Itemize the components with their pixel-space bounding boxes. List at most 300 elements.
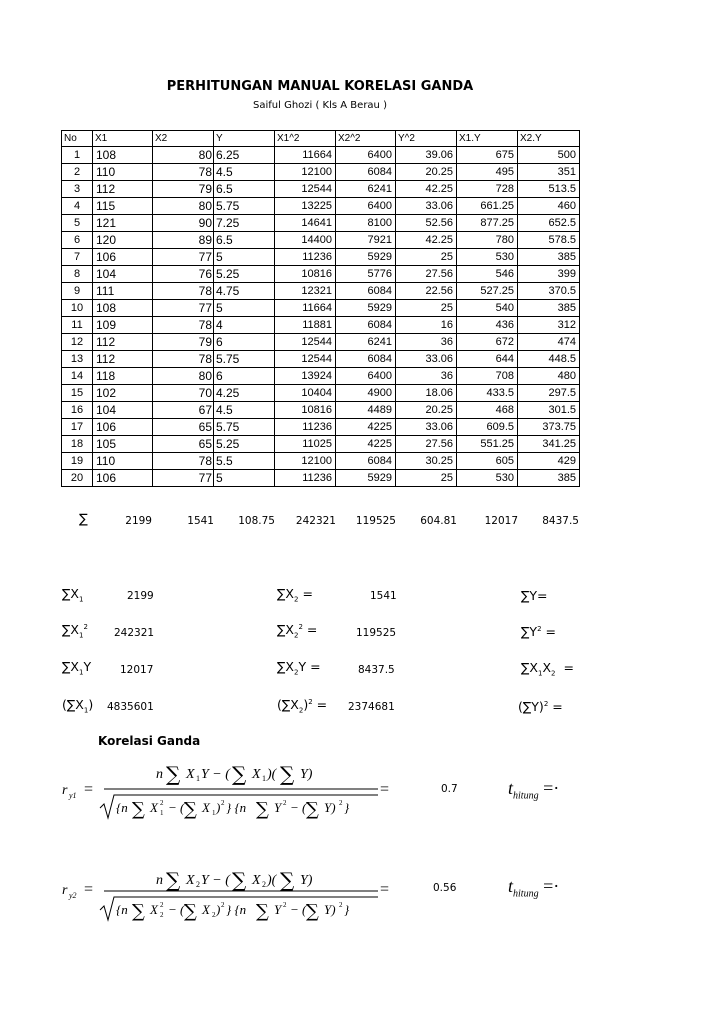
table-cell: 109 (93, 317, 153, 334)
table-cell: 78 (153, 351, 214, 368)
t-hitung-label-1: $t_{hitung}$ =· (508, 778, 560, 802)
table-cell: 468 (457, 402, 518, 419)
table-row (62, 334, 580, 351)
table-cell: 513.5 (518, 181, 580, 198)
table-cell: 18 (62, 436, 93, 453)
svg-text:2: 2 (262, 880, 266, 889)
table-cell: 4 (62, 198, 93, 215)
table-cell: 6.5 (214, 232, 275, 249)
svg-text:): ) (216, 800, 221, 815)
table-header-row (62, 131, 580, 147)
table-cell: 495 (457, 164, 518, 181)
table-cell: 14 (62, 368, 93, 385)
table-cell: 77 (153, 249, 214, 266)
column-header: X1.Y (457, 131, 518, 147)
table-cell: 77 (153, 470, 214, 487)
table-row (62, 164, 580, 181)
sum-x2-value: 1541 (370, 590, 397, 602)
table-cell: 4.75 (214, 283, 275, 300)
table-cell: 5.5 (214, 453, 275, 470)
table-cell: 6084 (336, 283, 396, 300)
table-cell: 14400 (275, 232, 336, 249)
table-cell: 33.06 (396, 351, 457, 368)
table-cell: 76 (153, 266, 214, 283)
table-row (62, 283, 580, 300)
table-cell: 500 (518, 147, 580, 164)
svg-text:Y): Y) (300, 873, 313, 888)
sum-x1-value: 2199 (127, 590, 154, 602)
table-cell: 11881 (275, 317, 336, 334)
sum-y-label: ∑Y= (521, 588, 548, 603)
sum-value: 242321 (295, 515, 336, 527)
sum-symbol: ∑ (79, 512, 88, 527)
page-title: PERHITUNGAN MANUAL KORELASI GANDA (166, 79, 474, 94)
table-row (62, 215, 580, 232)
table-row (62, 351, 580, 368)
table-cell: 6400 (336, 198, 396, 215)
table-cell: 70 (153, 385, 214, 402)
table-cell: 106 (93, 419, 153, 436)
column-header: Y (214, 131, 275, 147)
table-cell: 5 (62, 215, 93, 232)
svg-text:∑: ∑ (166, 868, 181, 892)
table-cell: 6400 (336, 147, 396, 164)
svg-text:− (: − ( (290, 902, 307, 917)
svg-text:X: X (202, 902, 210, 917)
table-cell: 312 (518, 317, 580, 334)
sum-x1-label: $\sum X_1$ (62, 586, 84, 604)
table-cell: 8 (62, 266, 93, 283)
table-cell: 436 (457, 317, 518, 334)
table-cell: 22.56 (396, 283, 457, 300)
table-row (62, 232, 580, 249)
table-cell: 373.75 (518, 419, 580, 436)
svg-text:2: 2 (221, 901, 225, 909)
table-cell: 527.25 (457, 283, 518, 300)
table-cell: 90 (153, 215, 214, 232)
table-cell: 78 (153, 317, 214, 334)
table-cell: 728 (457, 181, 518, 198)
table-cell: 42.25 (396, 181, 457, 198)
table-cell: 110 (93, 453, 153, 470)
sum-x1y-label: $\sum X_1Y$ (62, 659, 92, 677)
table-cell: 17 (62, 419, 93, 436)
svg-text:} {n: } {n (226, 800, 247, 815)
table-cell: 605 (457, 453, 518, 470)
svg-text:}: } (344, 800, 350, 815)
table-cell: 5 (214, 249, 275, 266)
svg-text:Y): Y) (300, 767, 313, 782)
ry1-result: 0.7 (441, 783, 458, 795)
svg-text:=: = (84, 781, 94, 798)
table-cell: 13924 (275, 368, 336, 385)
svg-text:y2: y2 (69, 891, 77, 900)
table-cell: 1 (62, 147, 93, 164)
svg-text:r: r (62, 783, 68, 798)
table-cell: 102 (93, 385, 153, 402)
table-cell: 4225 (336, 436, 396, 453)
table-cell: 11 (62, 317, 93, 334)
svg-text:X: X (186, 767, 195, 782)
sum-x2y-value: 8437.5 (358, 664, 395, 676)
table-cell: 27.56 (396, 266, 457, 283)
table-cell: 7921 (336, 232, 396, 249)
svg-text:): ) (216, 902, 221, 917)
svg-text:Y): Y) (324, 902, 336, 917)
table-row (62, 402, 580, 419)
table-cell: 14641 (275, 215, 336, 232)
t-hitung-label-2: $t_{hitung}$ =· (508, 876, 560, 900)
table-cell: 385 (518, 300, 580, 317)
table-cell: 9 (62, 283, 93, 300)
svg-text:∑: ∑ (280, 868, 295, 892)
table-cell: 877.25 (457, 215, 518, 232)
svg-text:2: 2 (339, 799, 343, 807)
table-cell: 675 (457, 147, 518, 164)
table-cell: 105 (93, 436, 153, 453)
svg-text:r: r (62, 883, 68, 898)
table-row (62, 470, 580, 487)
table-cell: 780 (457, 232, 518, 249)
svg-text:{n: {n (116, 902, 128, 917)
sum-y-all-squared-label: $(\sum Y)^2$ = (518, 699, 563, 714)
table-cell: 106 (93, 249, 153, 266)
table-cell: 11025 (275, 436, 336, 453)
sum-value: 8437.5 (542, 515, 579, 527)
table-cell: 12544 (275, 351, 336, 368)
table-cell: 89 (153, 232, 214, 249)
svg-text:∑: ∑ (166, 762, 181, 786)
sum-x1x2-label: $\sum X_1X_2$ = (521, 660, 574, 678)
table-cell: 80 (153, 147, 214, 164)
table-row (62, 198, 580, 215)
svg-text:n: n (156, 873, 163, 888)
table-cell: 79 (153, 334, 214, 351)
table-cell: 112 (93, 334, 153, 351)
table-cell: 460 (518, 198, 580, 215)
table-cell: 36 (396, 334, 457, 351)
svg-text:Y): Y) (324, 800, 336, 815)
sum-x2-all-squared-value: 2374681 (348, 701, 395, 713)
table-cell: 370.5 (518, 283, 580, 300)
table-cell: 18.06 (396, 385, 457, 402)
svg-text:X: X (252, 873, 261, 888)
table-cell: 20 (62, 470, 93, 487)
table-cell: 530 (457, 249, 518, 266)
table-cell: 110 (93, 164, 153, 181)
svg-text:∑: ∑ (232, 762, 247, 786)
table-cell: 10 (62, 300, 93, 317)
svg-text:1: 1 (262, 774, 266, 783)
table-cell: 20.25 (396, 164, 457, 181)
table-cell: 4225 (336, 419, 396, 436)
svg-text:2: 2 (221, 799, 225, 807)
table-cell: 578.5 (518, 232, 580, 249)
svg-text:2: 2 (339, 901, 343, 909)
table-cell: 6241 (336, 334, 396, 351)
column-header: X1^2 (275, 131, 336, 147)
svg-text:X: X (150, 800, 158, 815)
svg-text:∑: ∑ (256, 799, 269, 820)
sum-value: 1541 (187, 515, 214, 527)
table-cell: 6084 (336, 453, 396, 470)
table-cell: 5929 (336, 300, 396, 317)
table-cell: 80 (153, 198, 214, 215)
table-cell: 652.5 (518, 215, 580, 232)
table-cell: 30.25 (396, 453, 457, 470)
svg-text:1: 1 (196, 774, 200, 783)
table-cell: 6084 (336, 351, 396, 368)
data-table (61, 130, 580, 487)
table-cell: 5.75 (214, 419, 275, 436)
table-cell: 6400 (336, 368, 396, 385)
svg-text:2: 2 (196, 880, 200, 889)
table-cell: 10816 (275, 266, 336, 283)
sum-value: 108.75 (238, 515, 275, 527)
svg-text:∑: ∑ (256, 901, 269, 922)
sum-x1-all-squared-label: $(\sum X_1)$ (62, 697, 94, 715)
table-cell: 78 (153, 164, 214, 181)
table-cell: 4489 (336, 402, 396, 419)
table-cell: 6 (214, 334, 275, 351)
svg-text:2: 2 (160, 901, 164, 909)
table-cell: 115 (93, 198, 153, 215)
svg-text:− (: − ( (290, 800, 307, 815)
table-cell: 5.25 (214, 266, 275, 283)
table-cell: 341.25 (518, 436, 580, 453)
svg-text:X: X (186, 873, 195, 888)
table-cell: 3 (62, 181, 93, 198)
svg-text:2: 2 (160, 911, 164, 919)
table-cell: 36 (396, 368, 457, 385)
table-cell: 121 (93, 215, 153, 232)
table-cell: 19 (62, 453, 93, 470)
svg-text:∑: ∑ (306, 901, 319, 922)
table-cell: 429 (518, 453, 580, 470)
table-cell: 6 (62, 232, 93, 249)
table-cell: 6 (214, 368, 275, 385)
svg-text:)(: )( (267, 873, 277, 888)
table-row (62, 368, 580, 385)
table-cell: 385 (518, 470, 580, 487)
table-cell: 11236 (275, 470, 336, 487)
svg-text:2: 2 (283, 901, 287, 909)
svg-text:∑: ∑ (232, 868, 247, 892)
svg-text:Y − (: Y − ( (201, 873, 230, 888)
table-cell: 111 (93, 283, 153, 300)
table-cell: 42.25 (396, 232, 457, 249)
svg-text:2: 2 (283, 799, 287, 807)
table-cell: 2 (62, 164, 93, 181)
table-cell: 385 (518, 249, 580, 266)
table-cell: 5929 (336, 470, 396, 487)
table-row (62, 249, 580, 266)
table-row (62, 419, 580, 436)
ry2-result: 0.56 (433, 882, 457, 894)
table-cell: 661.25 (457, 198, 518, 215)
svg-text:1: 1 (212, 809, 216, 817)
table-cell: 79 (153, 181, 214, 198)
table-cell: 12544 (275, 334, 336, 351)
table-cell: 5776 (336, 266, 396, 283)
table-cell: 4.5 (214, 164, 275, 181)
svg-text:Y: Y (274, 902, 282, 917)
table-cell: 433.5 (457, 385, 518, 402)
table-cell: 80 (153, 368, 214, 385)
table-cell: 12100 (275, 453, 336, 470)
section-heading: Korelasi Ganda (98, 734, 201, 748)
table-cell: 13 (62, 351, 93, 368)
table-cell: 118 (93, 368, 153, 385)
table-cell: 301.5 (518, 402, 580, 419)
table-cell: 7.25 (214, 215, 275, 232)
table-cell: 120 (93, 232, 153, 249)
table-cell: 11236 (275, 419, 336, 436)
table-cell: 546 (457, 266, 518, 283)
table-cell: 112 (93, 351, 153, 368)
table-cell: 15 (62, 385, 93, 402)
sum-x1y-value: 12017 (120, 664, 154, 676)
svg-text:=: = (380, 781, 390, 798)
svg-text:∑: ∑ (132, 901, 145, 922)
table-cell: 11664 (275, 147, 336, 164)
sum-x1-squared-value: 242321 (114, 627, 155, 639)
table-row (62, 453, 580, 470)
sum-value: 2199 (125, 515, 152, 527)
column-header: X2.Y (518, 131, 580, 147)
table-cell: 5.25 (214, 436, 275, 453)
table-cell: 11236 (275, 249, 336, 266)
svg-text:y1: y1 (69, 791, 77, 800)
svg-text:2: 2 (160, 799, 164, 807)
sum-x1-squared-label: $\sum X_1^2$ (62, 622, 88, 640)
table-cell: 52.56 (396, 215, 457, 232)
correlation-formula-ry1 (60, 758, 400, 822)
table-cell: 609.5 (457, 419, 518, 436)
table-cell: 5 (214, 300, 275, 317)
sum-x2-all-squared-label: $(\sum X_2)^2$ = (277, 697, 328, 715)
svg-text:X: X (202, 800, 210, 815)
svg-text:X: X (252, 767, 261, 782)
table-cell: 474 (518, 334, 580, 351)
table-cell: 480 (518, 368, 580, 385)
table-cell: 65 (153, 419, 214, 436)
table-cell: 39.06 (396, 147, 457, 164)
table-cell: 6.25 (214, 147, 275, 164)
table-cell: 104 (93, 266, 153, 283)
table-cell: 644 (457, 351, 518, 368)
table-row (62, 385, 580, 402)
table-cell: 13225 (275, 198, 336, 215)
table-cell: 77 (153, 300, 214, 317)
table-row (62, 436, 580, 453)
sum-x1-all-squared-value: 4835601 (107, 701, 154, 713)
table-cell: 540 (457, 300, 518, 317)
svg-text:{n: {n (116, 800, 128, 815)
table-cell: 448.5 (518, 351, 580, 368)
table-cell: 4900 (336, 385, 396, 402)
table-row (62, 147, 580, 164)
table-cell: 25 (396, 249, 457, 266)
table-cell: 11664 (275, 300, 336, 317)
svg-text:)(: )( (267, 767, 277, 782)
table-row (62, 300, 580, 317)
table-cell: 16 (62, 402, 93, 419)
svg-text:∑: ∑ (280, 762, 295, 786)
svg-text:Y − (: Y − ( (201, 767, 230, 782)
table-row (62, 181, 580, 198)
svg-text:2: 2 (212, 911, 216, 919)
table-row (62, 317, 580, 334)
table-cell: 530 (457, 470, 518, 487)
table-cell: 551.25 (457, 436, 518, 453)
table-row (62, 266, 580, 283)
svg-text:=: = (380, 881, 390, 898)
table-cell: 78 (153, 283, 214, 300)
table-cell: 67 (153, 402, 214, 419)
table-cell: 12321 (275, 283, 336, 300)
table-cell: 65 (153, 436, 214, 453)
sum-x2y-label: $\sum X_2Y$ = (277, 659, 321, 677)
column-header: X2 (153, 131, 214, 147)
correlation-formula-ry2 (60, 864, 400, 928)
table-cell: 20.25 (396, 402, 457, 419)
table-cell: 27.56 (396, 436, 457, 453)
table-cell: 5929 (336, 249, 396, 266)
table-cell: 12544 (275, 181, 336, 198)
table-cell: 6084 (336, 164, 396, 181)
sum-x2-label: $\sum X_2$ = (277, 586, 313, 604)
column-header: Y^2 (396, 131, 457, 147)
table-cell: 108 (93, 300, 153, 317)
sum-value: 119525 (355, 515, 396, 527)
table-cell: 16 (396, 317, 457, 334)
table-cell: 5.75 (214, 351, 275, 368)
table-cell: 5 (214, 470, 275, 487)
svg-text:∑: ∑ (184, 799, 197, 820)
page-subtitle: Saiful Ghozi ( Kls A Berau ) (253, 100, 387, 111)
table-cell: 6.5 (214, 181, 275, 198)
table-cell: 4 (214, 317, 275, 334)
column-header: No (62, 131, 93, 147)
table-cell: 33.06 (396, 198, 457, 215)
svg-text:Y: Y (274, 800, 282, 815)
sum-value: 12017 (484, 515, 518, 527)
table-cell: 7 (62, 249, 93, 266)
svg-text:}: } (344, 902, 350, 917)
svg-text:n: n (156, 767, 163, 782)
table-cell: 78 (153, 453, 214, 470)
table-cell: 351 (518, 164, 580, 181)
sum-x2-squared-value: 119525 (356, 627, 397, 639)
table-cell: 8100 (336, 215, 396, 232)
table-cell: 399 (518, 266, 580, 283)
table-cell: 708 (457, 368, 518, 385)
table-cell: 5.75 (214, 198, 275, 215)
table-cell: 25 (396, 300, 457, 317)
table-cell: 25 (396, 470, 457, 487)
sum-value: 604.81 (420, 515, 457, 527)
table-cell: 297.5 (518, 385, 580, 402)
table-cell: 12100 (275, 164, 336, 181)
table-cell: 106 (93, 470, 153, 487)
table-cell: 108 (93, 147, 153, 164)
sum-y-squared-label: $\sum Y^2$ = (521, 624, 556, 639)
table-cell: 6241 (336, 181, 396, 198)
table-cell: 112 (93, 181, 153, 198)
svg-text:− (: − ( (168, 902, 185, 917)
svg-text:X: X (150, 902, 158, 917)
